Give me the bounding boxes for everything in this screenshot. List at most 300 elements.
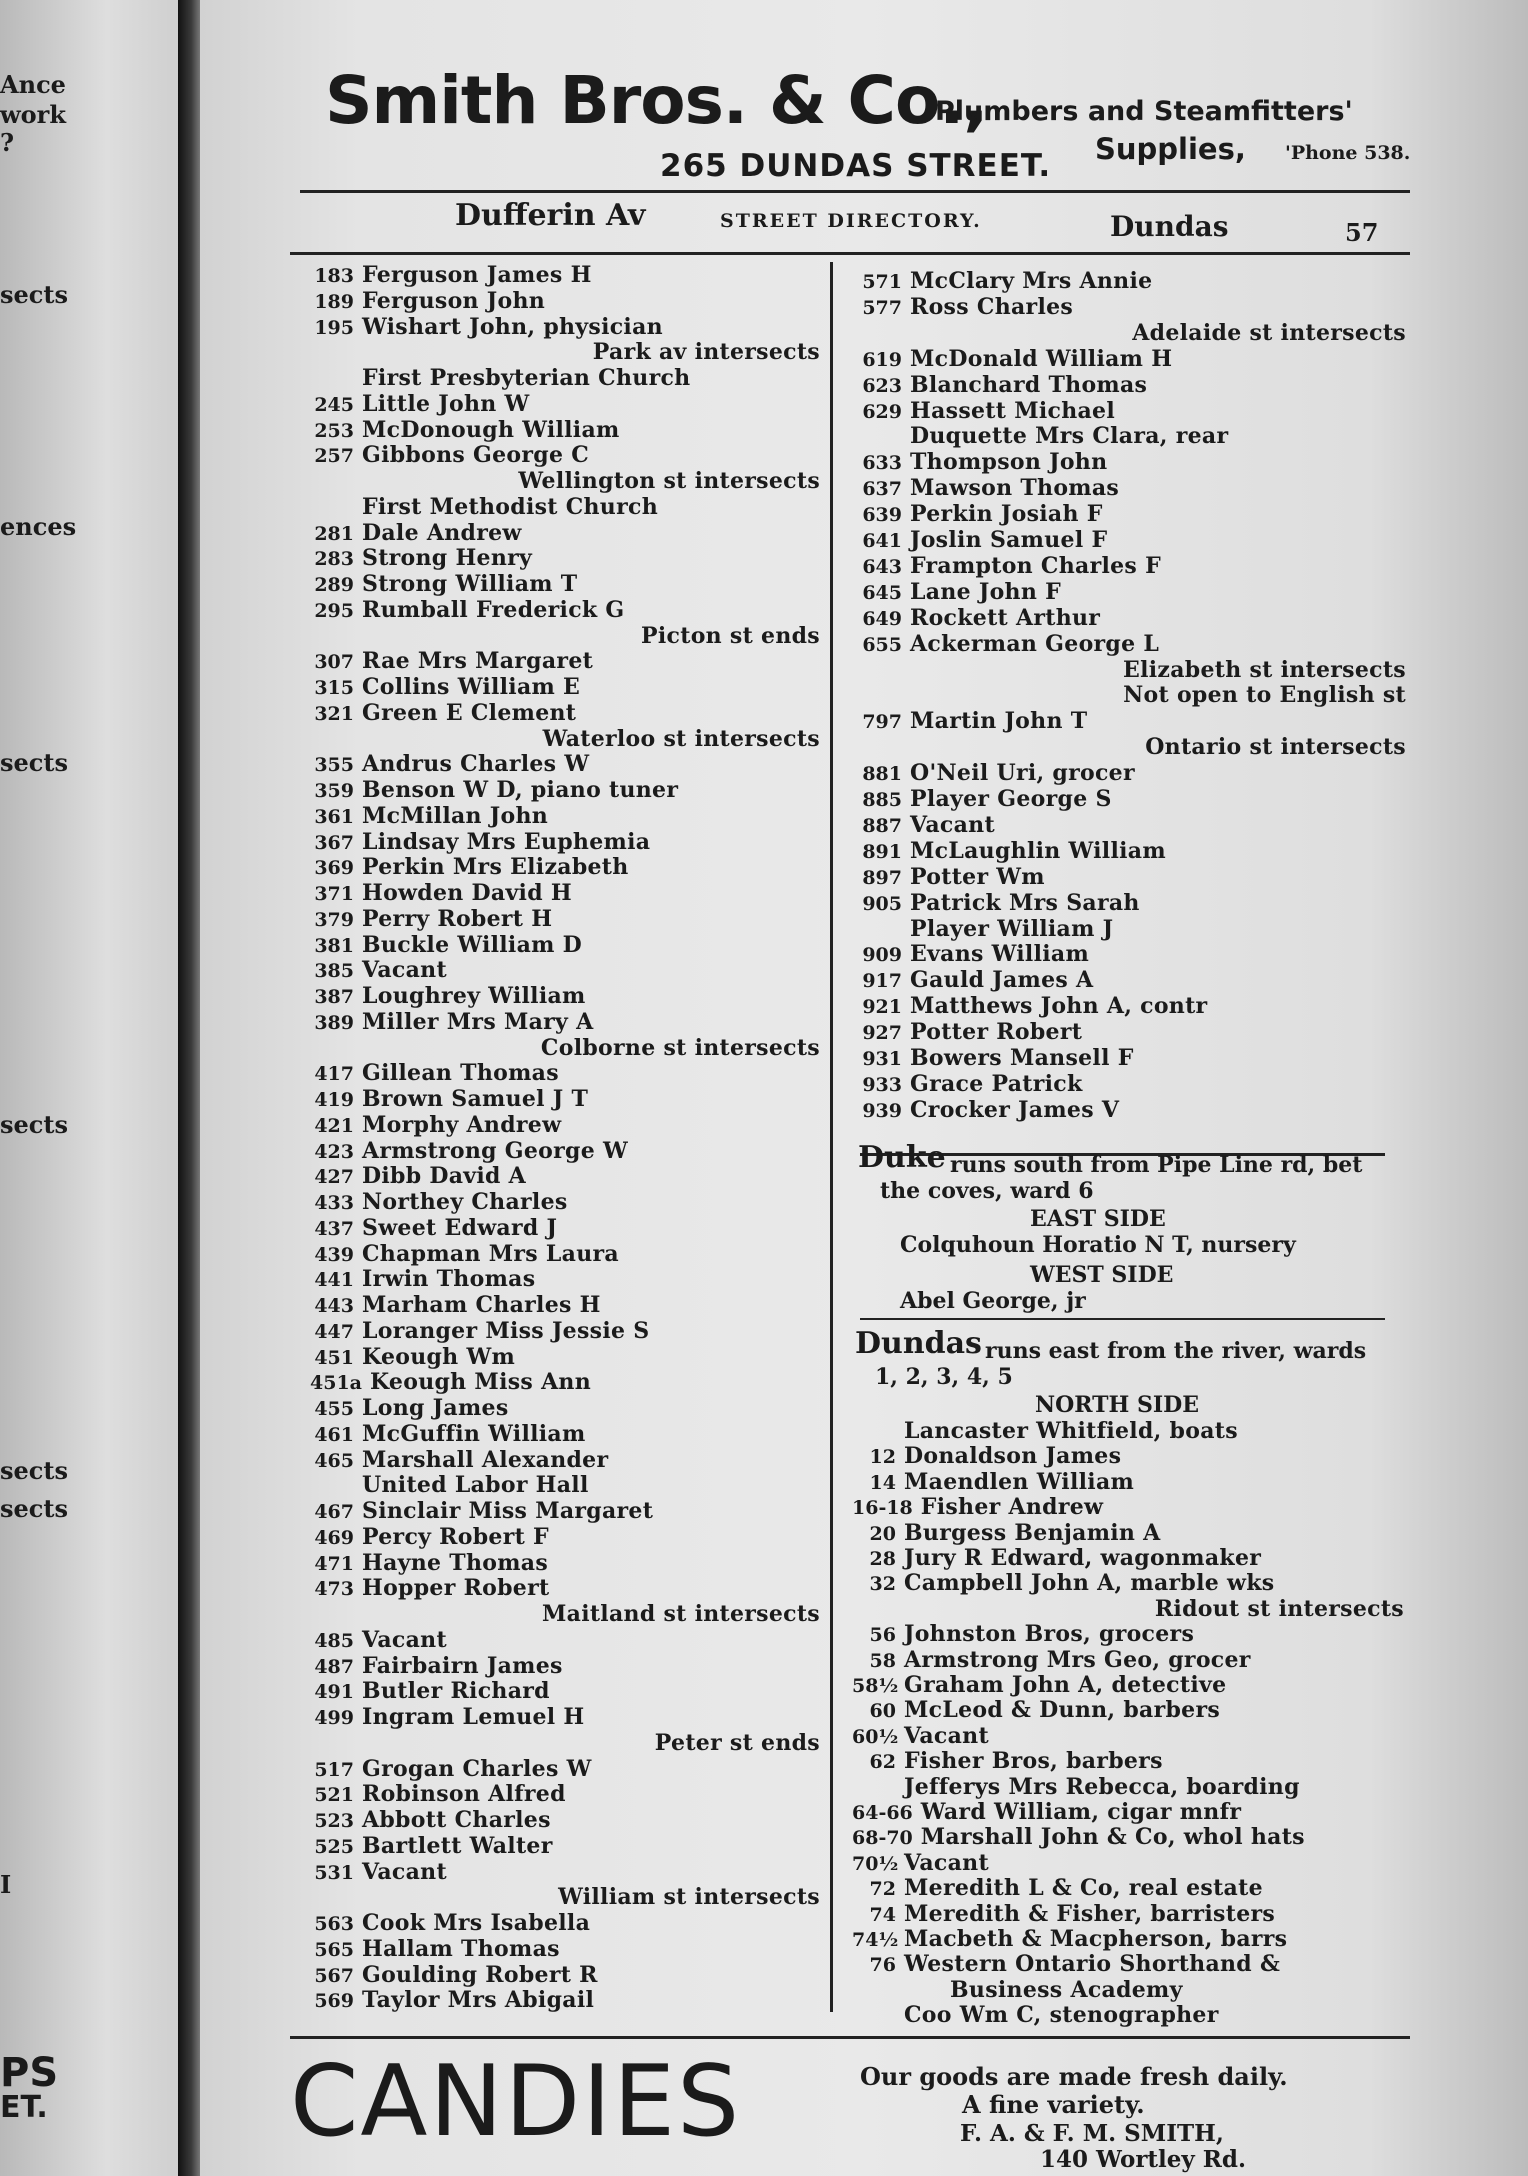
street-number: 14 — [869, 1471, 896, 1494]
directory-entry — [310, 288, 820, 314]
street-number: 451a — [310, 1372, 362, 1395]
street-number: 183 — [314, 265, 354, 287]
resident-name: Player William J — [910, 915, 1114, 942]
directory-entry — [310, 1060, 820, 1086]
directory-entry — [858, 1019, 1406, 1045]
directory-entry — [858, 605, 1406, 631]
street-description: runs south from Pipe Line rd, bet — [950, 1152, 1363, 1178]
cross-street-note — [310, 1730, 820, 1756]
cross-street-note — [310, 468, 820, 494]
resident-name: Lane John F — [910, 578, 1062, 605]
resident-name: Perkin Josiah F — [910, 501, 1103, 528]
directory-entry — [310, 1138, 820, 1164]
cross-street-note — [858, 734, 1406, 760]
resident-name: Thompson John — [910, 449, 1108, 476]
cross-street-text: Maitland st intersects — [541, 1601, 820, 1627]
directory-entry — [310, 1704, 820, 1730]
directory-entry — [858, 1097, 1406, 1123]
resident-name: Collins William E — [362, 674, 581, 700]
cross-street-text: William st intersects — [558, 1884, 820, 1911]
directory-entry — [858, 527, 1406, 553]
resident-name: Hassett Michael — [910, 397, 1116, 424]
resident-name: Ferguson James H — [362, 262, 592, 288]
directory-entry — [310, 262, 820, 288]
directory-entry — [310, 1292, 820, 1318]
cross-street-note — [858, 682, 1406, 708]
street-number: 469 — [314, 1526, 354, 1549]
street-number: 523 — [314, 1810, 354, 1832]
street-number: 569 — [314, 1990, 354, 2013]
adjacent-page-text: Ance — [0, 70, 66, 99]
advertiser-address: 265 DUNDAS STREET. — [660, 148, 1052, 184]
resident-name: Martin John T — [910, 708, 1088, 735]
resident-name: Loranger Miss Jessie S — [362, 1317, 650, 1344]
street-number: 577 — [862, 296, 902, 319]
resident-name: O'Neil Uri, grocer — [910, 760, 1135, 787]
directory-entry — [858, 398, 1406, 424]
cross-street-text: Not open to English st — [1123, 682, 1406, 709]
directory-page — [200, 0, 1528, 2176]
street-number: 381 — [314, 934, 354, 957]
header-rule-top — [300, 190, 1410, 193]
street-number: 423 — [314, 1140, 354, 1163]
resident-name: Ackerman George L — [910, 630, 1160, 657]
street-number: 641 — [862, 530, 902, 552]
resident-name: Sweet Edward J — [362, 1214, 558, 1241]
street-number: 433 — [314, 1192, 354, 1214]
street-number: 283 — [314, 548, 354, 571]
adjacent-page-fragment — [0, 0, 178, 2176]
street-number: 885 — [862, 789, 902, 811]
resident-name: Andrus Charles W — [362, 751, 590, 778]
street-number: 451 — [314, 1346, 354, 1369]
adjacent-page-text: I — [0, 1870, 12, 1899]
street-number: 565 — [314, 1938, 354, 1961]
directory-entry — [852, 1901, 1404, 1927]
street-number: 195 — [314, 316, 354, 339]
street-number: 417 — [314, 1063, 354, 1086]
street-number: 933 — [862, 1073, 902, 1096]
resident-name: Howden David H — [362, 880, 572, 906]
street-number: 253 — [314, 419, 354, 442]
resident-name: McLaughlin William — [910, 837, 1166, 864]
street-number: 637 — [862, 478, 902, 501]
directory-entry — [310, 1936, 820, 1962]
resident-name: Maendlen William — [904, 1468, 1135, 1495]
adjacent-page-text: ences — [0, 512, 77, 541]
resident-name: Grogan Charles W — [362, 1755, 592, 1782]
street-number: 897 — [862, 866, 902, 889]
cross-street-text: Waterloo st intersects — [542, 725, 820, 752]
resident-name: Jefferys Mrs Rebecca, boarding — [904, 1773, 1300, 1800]
directory-entry — [310, 391, 820, 417]
cross-street-note — [858, 320, 1406, 346]
street-number: 32 — [869, 1573, 896, 1596]
resident-name: Green E Clement — [362, 699, 577, 726]
directory-entry — [858, 993, 1406, 1019]
directory-entry — [852, 1850, 1404, 1876]
directory-entry — [310, 1318, 820, 1344]
resident-name: Rockett Arthur — [910, 604, 1101, 631]
resident-name: Keough Miss Ann — [369, 1369, 592, 1396]
resident-name: Frampton Charles F — [910, 552, 1161, 579]
footer-ad-line-2: A fine variety. — [962, 2090, 1145, 2119]
resident-name: Hallam Thomas — [362, 1935, 560, 1962]
directory-entry — [858, 1045, 1406, 1071]
cross-street-text: Colborne st intersects — [540, 1034, 820, 1061]
directory-entry — [852, 1545, 1404, 1571]
side-heading-east: EAST SIDE — [1030, 1206, 1166, 1232]
directory-entry — [310, 880, 820, 906]
directory-entry — [310, 751, 820, 777]
adjacent-page-text: sects — [0, 1494, 68, 1523]
resident-name: Percy Robert F — [362, 1523, 549, 1550]
adjacent-page-text: sects — [0, 748, 68, 777]
resident-name: Armstrong Mrs Geo, grocer — [904, 1646, 1251, 1673]
street-number: 321 — [314, 702, 354, 725]
directory-entry — [852, 1977, 1404, 2003]
directory-entry — [858, 812, 1406, 838]
resident-name: McDonough William — [362, 416, 620, 443]
running-head-right: Dundas — [1110, 210, 1229, 243]
street-number: 56 — [869, 1624, 896, 1647]
directory-entry — [852, 1647, 1404, 1673]
street-number: 465 — [314, 1449, 354, 1472]
street-number: 623 — [862, 374, 902, 397]
directory-entry — [310, 314, 820, 340]
resident-name: Ferguson John — [362, 287, 546, 314]
directory-entry — [310, 597, 820, 623]
directory-entry — [852, 1621, 1404, 1647]
resident-name: Patrick Mrs Sarah — [910, 889, 1140, 916]
street-number: 461 — [314, 1423, 354, 1446]
resident-name: Northey Charles — [362, 1189, 568, 1215]
street-number: 369 — [314, 857, 354, 880]
street-number: 649 — [862, 607, 902, 630]
resident-name: Vacant — [904, 1849, 989, 1876]
directory-entry — [310, 1910, 820, 1936]
resident-name: Morphy Andrew — [362, 1111, 562, 1138]
resident-name: Buckle William D — [362, 931, 583, 958]
street-number: 931 — [862, 1048, 902, 1070]
cross-street-note — [310, 1884, 820, 1910]
resident-name: First Presbyterian Church — [362, 365, 691, 391]
directory-entry — [852, 1697, 1404, 1723]
street-number: 531 — [314, 1861, 354, 1884]
footer-ad-line-3: F. A. & F. M. SMITH, — [960, 2120, 1224, 2147]
directory-entry — [310, 1189, 820, 1215]
resident-name: Marham Charles H — [362, 1292, 601, 1318]
directory-entry — [310, 648, 820, 674]
resident-name: Player George S — [910, 786, 1112, 812]
street-number: 12 — [869, 1446, 896, 1469]
directory-entry — [310, 1266, 820, 1292]
street-number: 16-18 — [852, 1497, 913, 1520]
resident-name: Grace Patrick — [910, 1070, 1083, 1097]
street-number: 387 — [314, 986, 354, 1008]
directory-entry — [310, 1498, 820, 1524]
street-number: 629 — [862, 400, 902, 423]
street-number: 281 — [314, 522, 354, 545]
resident-name: McMillan John — [362, 802, 549, 829]
adjacent-page-text: work — [0, 100, 66, 129]
street-number: 245 — [314, 393, 354, 416]
directory-entry — [310, 442, 820, 468]
street-number: 419 — [314, 1089, 354, 1111]
directory-entry — [858, 890, 1406, 916]
directory-entry — [858, 786, 1406, 812]
cross-street-note — [310, 623, 820, 649]
directory-entry — [310, 1575, 820, 1601]
adjacent-page-text: sects — [0, 1110, 68, 1139]
directory-entry — [858, 294, 1406, 320]
directory-entry — [852, 1520, 1404, 1546]
street-number: 633 — [862, 452, 902, 475]
resident-name: Bowers Mansell F — [910, 1045, 1134, 1071]
street-number: 473 — [314, 1578, 354, 1601]
street-number: 189 — [314, 290, 354, 313]
running-head-center: STREET DIRECTORY. — [720, 210, 982, 232]
resident-name: Potter Wm — [910, 863, 1045, 890]
street-number: 72 — [869, 1878, 896, 1901]
street-number: 355 — [314, 754, 354, 777]
directory-entry — [852, 1570, 1404, 1596]
resident-name: Vacant — [910, 811, 995, 838]
adjacent-page-text: ET. — [0, 2090, 48, 2125]
street-number: 58 — [869, 1649, 896, 1672]
street-number: 887 — [862, 814, 902, 837]
street-description: runs east from the river, wards — [985, 1338, 1367, 1364]
resident-name: Western Ontario Shorthand & — [904, 1951, 1281, 1978]
resident-name: Long James — [362, 1395, 509, 1421]
resident-name: United Labor Hall — [362, 1472, 589, 1499]
directory-entry — [858, 941, 1406, 967]
street-number: 499 — [314, 1707, 354, 1729]
street-number: 467 — [314, 1501, 354, 1523]
street-number: 389 — [314, 1011, 354, 1034]
resident-name: McLeod & Dunn, barbers — [904, 1697, 1221, 1724]
directory-entry: Abel George, jr — [900, 1288, 1086, 1314]
street-number: 307 — [314, 651, 354, 674]
resident-name: Rae Mrs Margaret — [362, 648, 594, 675]
directory-entry — [858, 553, 1406, 579]
directory-entry — [852, 1443, 1404, 1469]
running-head-left: Dufferin Av — [455, 198, 646, 233]
directory-entry — [852, 1723, 1404, 1749]
directory-entry — [310, 365, 820, 391]
resident-name: Crocker James V — [910, 1096, 1120, 1123]
street-number: 379 — [314, 908, 354, 931]
resident-name: Duquette Mrs Clara, rear — [910, 423, 1229, 450]
resident-name: Rumball Frederick G — [362, 596, 625, 623]
resident-name: Hayne Thomas — [362, 1549, 549, 1576]
resident-name: Graham John A, detective — [904, 1672, 1227, 1698]
directory-entry — [852, 1672, 1404, 1698]
resident-name: Little John W — [362, 390, 530, 417]
street-number: 74 — [869, 1903, 896, 1926]
resident-name: Ward William, cigar mnfr — [920, 1799, 1242, 1825]
directory-entry — [858, 1071, 1406, 1097]
directory-entry — [310, 1421, 820, 1447]
directory-entry — [858, 967, 1406, 993]
street-number: 645 — [862, 581, 902, 604]
street-number: 74½ — [852, 1929, 899, 1951]
footer-rule — [290, 2036, 1410, 2039]
resident-name: Bartlett Walter — [362, 1832, 553, 1859]
directory-entry — [310, 1653, 820, 1679]
street-number: 525 — [314, 1835, 354, 1858]
resident-name: Potter Robert — [910, 1019, 1083, 1046]
resident-name: Ingram Lemuel H — [362, 1704, 585, 1730]
street-number: 563 — [314, 1913, 354, 1935]
street-description: 1, 2, 3, 4, 5 — [875, 1364, 1013, 1390]
directory-entry — [858, 631, 1406, 657]
resident-name: Matthews John A, contr — [910, 993, 1208, 1020]
resident-name: Fisher Andrew — [920, 1494, 1104, 1521]
resident-name: Brown Samuel J T — [362, 1086, 589, 1112]
adjacent-page-text: PS — [0, 2050, 59, 2096]
directory-entry — [858, 838, 1406, 864]
resident-name: Butler Richard — [362, 1678, 550, 1705]
directory-entry — [310, 494, 820, 520]
street-number: 517 — [314, 1758, 354, 1781]
resident-name: Fisher Bros, barbers — [904, 1748, 1163, 1775]
directory-entry — [852, 1824, 1404, 1850]
resident-name: Abbott Charles — [362, 1807, 551, 1833]
adjacent-page-text: sects — [0, 1456, 68, 1485]
directory-entry — [858, 708, 1406, 734]
resident-name: Jury R Edward, wagonmaker — [904, 1545, 1262, 1571]
column-divider — [830, 262, 833, 2012]
street-number: 76 — [869, 1954, 896, 1977]
street-number: 643 — [862, 555, 902, 578]
directory-entry — [310, 983, 820, 1009]
resident-name: Perry Robert H — [362, 905, 553, 932]
directory-entry — [310, 674, 820, 700]
directory-entry — [310, 803, 820, 829]
resident-name: Mawson Thomas — [910, 475, 1120, 502]
resident-name: Blanchard Thomas — [910, 371, 1148, 398]
street-number: 619 — [862, 348, 902, 371]
street-number: 367 — [314, 831, 354, 854]
directory-entry — [310, 1369, 820, 1395]
street-number: 58½ — [852, 1675, 899, 1697]
street-number: 421 — [314, 1114, 354, 1137]
resident-name: Fairbairn James — [362, 1652, 563, 1679]
directory-entry — [310, 1344, 820, 1370]
resident-name: Joslin Samuel F — [910, 527, 1108, 553]
directory-entry — [852, 1799, 1404, 1825]
street-number: 295 — [314, 599, 354, 622]
directory-entry — [858, 916, 1406, 942]
directory-entry — [310, 520, 820, 546]
resident-name: Business Academy — [950, 1976, 1183, 2003]
directory-entry — [310, 545, 820, 571]
resident-name: Coo Wm C, stenographer — [904, 2002, 1219, 2029]
resident-name: Lancaster Whitfield, boats — [904, 1418, 1238, 1444]
resident-name: Keough Wm — [362, 1343, 516, 1370]
cross-street-note — [852, 1596, 1404, 1622]
directory-entry — [858, 346, 1406, 372]
street-number: 447 — [314, 1320, 354, 1343]
resident-name: Goulding Robert R — [362, 1961, 598, 1988]
advertiser-trade-line-2: Supplies, — [1095, 132, 1246, 166]
directory-entry — [858, 579, 1406, 605]
street-description: the coves, ward 6 — [880, 1178, 1094, 1204]
directory-entry — [858, 449, 1406, 475]
directory-entry — [852, 1469, 1404, 1495]
directory-entry — [852, 1774, 1404, 1800]
street-number: 62 — [869, 1751, 896, 1774]
directory-entry — [310, 1112, 820, 1138]
footer-ad-line-4: 140 Wortley Rd. — [1040, 2146, 1247, 2173]
street-number: 359 — [314, 780, 354, 802]
directory-entry — [858, 372, 1406, 398]
street-number: 639 — [862, 504, 902, 527]
street-number: 439 — [314, 1243, 354, 1266]
directory-entry — [310, 1447, 820, 1473]
street-number: 28 — [869, 1548, 896, 1570]
directory-entry — [858, 501, 1406, 527]
adjacent-page-text: sects — [0, 280, 68, 309]
street-number: 315 — [314, 677, 354, 699]
directory-entry — [852, 1926, 1404, 1952]
cross-street-text: Ontario st intersects — [1145, 734, 1406, 761]
adjacent-page-text: ? — [0, 128, 15, 157]
directory-entry — [858, 864, 1406, 890]
side-heading-north: NORTH SIDE — [1035, 1392, 1200, 1418]
resident-name: Robinson Alfred — [362, 1781, 566, 1808]
directory-entry — [852, 1875, 1404, 1901]
section-rule-dundas — [860, 1318, 1385, 1320]
side-heading-west: WEST SIDE — [1030, 1262, 1174, 1288]
resident-name: Vacant — [362, 957, 447, 984]
directory-entry — [310, 1472, 820, 1498]
directory-entry — [310, 1678, 820, 1704]
directory-entry — [310, 1859, 820, 1885]
street-number: 361 — [314, 805, 354, 828]
directory-entry — [310, 1962, 820, 1988]
street-number: 797 — [862, 711, 902, 734]
street-number: 927 — [862, 1022, 902, 1045]
cross-street-note — [310, 1601, 820, 1627]
directory-entry — [310, 1627, 820, 1653]
street-number: 20 — [869, 1522, 896, 1545]
resident-name: Donaldson James — [904, 1443, 1122, 1470]
street-number: 455 — [314, 1398, 354, 1420]
directory-entry — [310, 1163, 820, 1189]
directory-entry — [310, 1987, 820, 2013]
resident-name: Vacant — [362, 1858, 447, 1885]
directory-entry — [310, 1215, 820, 1241]
street-number: 491 — [314, 1681, 354, 1704]
resident-name: Armstrong George W — [362, 1137, 628, 1164]
cross-street-text: Peter st ends — [654, 1729, 820, 1756]
directory-entry — [310, 854, 820, 880]
directory-entry — [852, 1748, 1404, 1774]
resident-name: Dale Andrew — [362, 519, 522, 546]
resident-name: Vacant — [904, 1722, 989, 1749]
directory-entry — [310, 1009, 820, 1035]
resident-name: Chapman Mrs Laura — [362, 1240, 619, 1267]
directory-entry: Colquhoun Horatio N T, nursery — [900, 1232, 1296, 1258]
directory-entry — [310, 1241, 820, 1267]
street-number: 64-66 — [852, 1802, 913, 1824]
directory-entry — [310, 906, 820, 932]
street-number: 385 — [314, 960, 354, 983]
directory-entry — [310, 1086, 820, 1112]
advertiser-trade-line-1: Plumbers and Steamfitters' — [935, 96, 1353, 127]
